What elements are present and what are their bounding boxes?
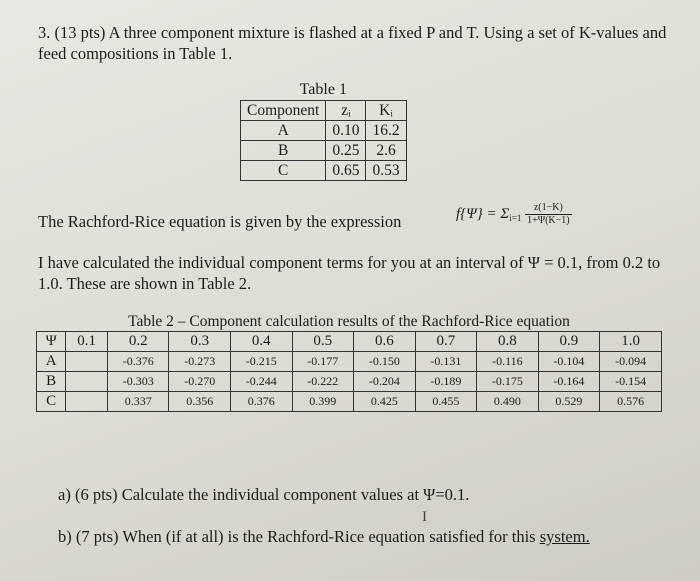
- table-cell: -0.189: [415, 372, 477, 392]
- table-cell: -0.150: [354, 352, 416, 372]
- table-cell: 0.425: [354, 392, 416, 412]
- table-cell: C: [241, 161, 326, 181]
- table-2-header: 0.6: [354, 332, 416, 352]
- table-cell: -0.270: [169, 372, 231, 392]
- table-cell: 16.2: [366, 121, 406, 141]
- table-2-caption: Table 2 – Component calculation results of the Rachford-Rice equation: [128, 313, 570, 330]
- table-cell: -0.154: [600, 372, 662, 392]
- table-2-header: 0.3: [169, 332, 231, 352]
- part-a-question: a) (6 pts) Calculate the individual component values at Ψ=0.1.: [58, 485, 470, 504]
- table-1-header: zᵢ: [326, 101, 366, 121]
- table-2-header: 0.9: [538, 332, 600, 352]
- table-cell: 0.53: [366, 161, 406, 181]
- table-cell: 0.25: [326, 141, 366, 161]
- table-row: [241, 121, 407, 141]
- table-2: [36, 313, 662, 412]
- table-cell: B: [241, 141, 326, 161]
- table-cell: -0.104: [538, 352, 600, 372]
- table-2-header: 0.5: [292, 332, 354, 352]
- rachford-rice-sentence: The Rachford-Rice equation is given by the expression: [38, 212, 402, 231]
- table-cell: -0.177: [292, 352, 354, 372]
- table-1-header-row: [241, 101, 407, 121]
- formula-limits: i=1: [509, 212, 522, 223]
- table-cell: [66, 392, 108, 412]
- part-b-question: [58, 526, 638, 547]
- table-cell: 0.65: [326, 161, 366, 181]
- table-row: [241, 161, 407, 181]
- table-cell: -0.175: [477, 372, 539, 392]
- formula-numerator: z(1−K): [525, 202, 572, 215]
- part-b-tail: system.: [539, 527, 590, 546]
- formula-lhs: f{Ψ} = Σ: [456, 205, 510, 222]
- table-2-header: 1.0: [600, 332, 662, 352]
- table-cell: -0.303: [107, 372, 169, 392]
- table-cell: -0.273: [169, 352, 231, 372]
- table-cell: -0.244: [231, 372, 293, 392]
- calculation-intro: I have calculated the individual component terms for you at an interval of Ψ = 0.1, from 0.2 to 1.0. These are shown in Table 2.: [38, 253, 661, 293]
- text-cursor-icon: I: [422, 509, 427, 525]
- table-cell: 0.490: [477, 392, 539, 412]
- table-cell: -0.376: [107, 352, 169, 372]
- table-1-header: Kᵢ: [366, 101, 406, 121]
- table-2-header: Ψ: [37, 332, 66, 352]
- table-cell: A: [241, 121, 326, 141]
- table-cell: 0.399: [292, 392, 354, 412]
- table-cell: 0.356: [169, 392, 231, 412]
- question-header: 3. (13 pts) A three component mixture is flashed at a fixed P and T. Using a set of K-values and feed compositions in Table 1.: [38, 23, 667, 63]
- table-cell: -0.204: [354, 372, 416, 392]
- table-cell: 0.455: [415, 392, 477, 412]
- table-cell: [66, 352, 108, 372]
- table-cell: -0.215: [231, 352, 293, 372]
- formula-fraction: [525, 202, 572, 227]
- part-b-lead: b) (7 pts) When (if at all) is the Rachford-Rice equation satisfied for this: [58, 527, 540, 546]
- table-2-header-row: [37, 332, 662, 352]
- table-2-header: 0.8: [477, 332, 539, 352]
- table-cell: B: [37, 372, 66, 392]
- table-cell: 0.576: [600, 392, 662, 412]
- table-2-header: 0.1: [66, 332, 108, 352]
- table-cell: -0.094: [600, 352, 662, 372]
- table-1-header: Component: [241, 101, 326, 121]
- table-cell: 0.529: [538, 392, 600, 412]
- table-row: [37, 372, 662, 392]
- formula-denominator: 1+Ψ(K−1): [527, 215, 570, 226]
- table-1: [240, 80, 407, 181]
- table-2-header: 0.2: [107, 332, 169, 352]
- table-cell: [66, 372, 108, 392]
- table-cell: -0.222: [292, 372, 354, 392]
- table-row: [241, 141, 407, 161]
- table-cell: 0.337: [107, 392, 169, 412]
- table-1-caption: Table 1: [299, 81, 347, 98]
- table-2-header: 0.7: [415, 332, 477, 352]
- table-cell: -0.131: [415, 352, 477, 372]
- rachford-rice-formula: [456, 202, 572, 227]
- table-row: [37, 392, 662, 412]
- table-cell: -0.116: [477, 352, 539, 372]
- table-cell: 2.6: [366, 141, 406, 161]
- table-cell: A: [37, 352, 66, 372]
- table-cell: C: [37, 392, 66, 412]
- table-2-header: 0.4: [231, 332, 293, 352]
- table-cell: 0.10: [326, 121, 366, 141]
- table-cell: 0.376: [231, 392, 293, 412]
- table-row: [37, 352, 662, 372]
- table-cell: -0.164: [538, 372, 600, 392]
